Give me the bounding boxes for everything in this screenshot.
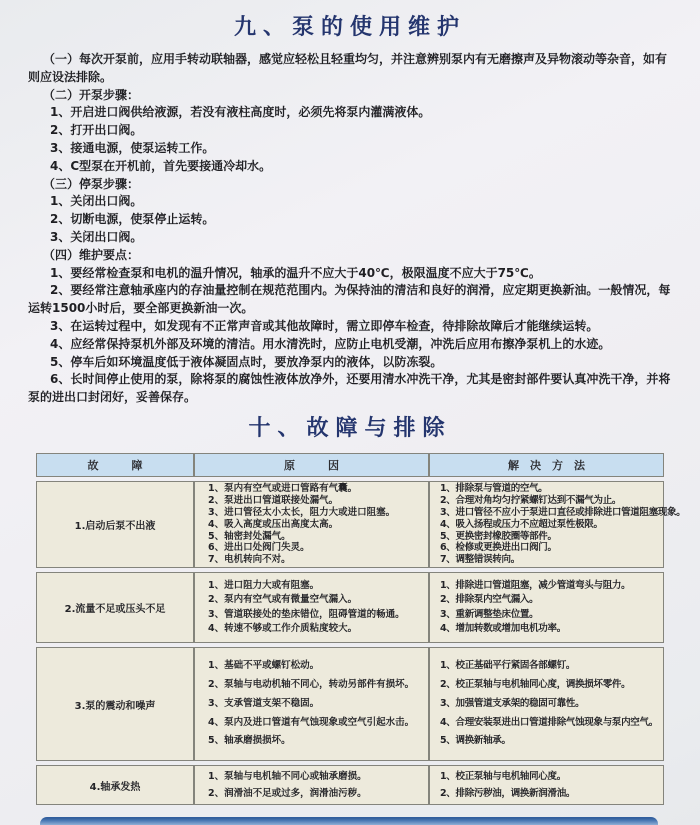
fault-cell: 1.启动后泵不出液	[36, 481, 194, 568]
list-item: 4、吸入高度或压出高度太高。	[208, 518, 339, 530]
list-item: 2、校正泵轴与电机轴同心度，调换损坏零件。	[440, 679, 631, 691]
list-item: 4、增加转数或增加电机功率。	[440, 623, 566, 635]
list-item: 1、排除泵与管道的空气。	[440, 482, 548, 494]
list-item: 5、轴承磨损损坏。	[208, 735, 291, 747]
list-item: 4、合理安装泵进出口管道排除气蚀现象与泵内空气。	[440, 716, 658, 728]
list-item: 2、泵轴与电动机轴不同心，转动另部件有损坏。	[208, 679, 415, 691]
list-item: 2、泵进出口管道联接处漏气。	[208, 494, 339, 506]
paragraph: 2、打开出口阀。	[50, 123, 143, 138]
list-item: 2、润滑油不足或过多，润滑油污秽。	[208, 788, 367, 800]
list-item: 1、进口阻力大或有阻塞。	[208, 579, 320, 591]
paragraph: 2、要经常注意轴承座内的存油量控制在规范范围内。为保持油的清洁和良好的润滑，应定期更换新油。一般情况，每运转1500小时后，要全部更换新油一次。	[28, 283, 671, 316]
paragraph: 5、停车后如环境温度低于液体凝固点时，要放净泵内的液体，以防冻裂。	[50, 354, 443, 369]
paragraph: 6、长时间停止使用的泵，除将泵的腐蚀性液体放净外，还要用清水冲洗干净，尤其是密封部件要认真冲洗干净，并将泵的进出口封闭好，妥善保存。	[28, 372, 671, 405]
list-item: 2、泵内有空气或有微量空气漏入。	[208, 594, 358, 606]
list-item: 4、泵内及进口管道有气蚀现象或空气引起水击。	[208, 716, 415, 728]
paragraph: 4、应经常保持泵机外部及环境的清洁。用水清洗时，应防止电机受潮，冲洗后应用布擦净泵机上的水迹。	[50, 336, 611, 351]
cause-cell	[194, 765, 429, 805]
list-item: 3、进口管径太小太长，阻力大或进口阻塞。	[208, 506, 396, 518]
col-header-solution: 解 决 方 法	[429, 453, 664, 477]
fault-cell: 3.泵的震动和噪声	[36, 647, 194, 761]
cause-cell	[194, 572, 429, 643]
list-item: 5、轴密封处漏气。	[208, 530, 291, 542]
list-item: 7、电机转向不对。	[208, 554, 291, 566]
solution-cell	[429, 481, 686, 568]
list-item: 6、检修或更换进出口阀门。	[440, 542, 557, 554]
list-item: 1、排除进口管道阻塞，减少管道弯头与阻力。	[440, 579, 631, 591]
list-item: 5、调换新轴承。	[440, 735, 511, 747]
list-item: 4、吸入扬程或压力不应超过泵性极限。	[440, 518, 603, 530]
list-item: 4、转速不够或工作介质粘度较大。	[208, 623, 358, 635]
footer-bar	[40, 817, 658, 825]
col-header-fault: 故 障	[36, 453, 194, 477]
list-item: 2、合理对角均匀拧紧螺钉达到不漏气为止。	[440, 494, 622, 506]
list-item: 7、调整错误转向。	[440, 554, 520, 566]
table-header-row	[36, 453, 664, 477]
list-item: 1、泵内有空气或进口管路有气囊。	[208, 482, 358, 494]
solution-cell	[429, 765, 664, 805]
table-row	[36, 481, 664, 568]
list-item: 3、加强管道支承架的稳固可靠性。	[440, 697, 585, 709]
list-item: 2、排除泵内空气漏入。	[440, 594, 539, 606]
fault-cell: 2.流量不足或压头不足	[36, 572, 194, 643]
list-item: 3、管道联接处的垫床错位，阻碍管道的畅通。	[208, 608, 405, 620]
list-item: 1、基础不平或螺钉松动。	[208, 660, 320, 672]
list-item: 6、进出口处阀门失灵。	[208, 542, 310, 554]
list-item: 3、进口管径不应小于泵进口直径或排除进口管道阻塞现象。	[440, 506, 686, 518]
list-item: 1、泵轴与电机轴不同心或轴承磨损。	[208, 770, 367, 782]
paragraph: 4、C型泵在开机前，首先要接通冷却水。	[50, 158, 272, 173]
list-item: 5、更换密封橡胶圈等部件。	[440, 530, 557, 542]
list-item: 1、校正泵轴与电机轴同心度。	[440, 770, 566, 782]
paragraph: 3、接通电源，使泵运转工作。	[50, 140, 215, 155]
list-item: 1、校正基础平行紧固各部螺钉。	[440, 660, 576, 672]
table-row	[36, 572, 664, 643]
paragraph: （四）维护要点：	[43, 247, 140, 262]
section9-body	[28, 51, 672, 407]
table-row	[36, 647, 664, 761]
solution-cell	[429, 647, 664, 761]
col-header-cause: 原 因	[194, 453, 429, 477]
cause-cell	[194, 647, 429, 761]
list-item: 2、排除污秽油，调换新润滑油。	[440, 788, 576, 800]
fault-cell: 4.轴承发热	[36, 765, 194, 805]
paragraph: （三）停泵步骤：	[43, 176, 140, 191]
paragraph: 3、关闭出口阀。	[50, 229, 143, 244]
paragraph: 2、切断电源，使泵停止运转。	[50, 212, 215, 227]
solution-cell	[429, 572, 664, 643]
cause-cell	[194, 481, 429, 568]
section10-title: 十、故障与排除	[248, 415, 452, 441]
fault-troubleshooting-table	[36, 449, 686, 809]
paragraph: 1、关闭出口阀。	[50, 194, 143, 209]
paragraph: （二）开泵步骤：	[43, 87, 140, 102]
paragraph: 1、开启进口阀供给液源，若没有液柱高度时，必须先将泵内灌满液体。	[50, 105, 431, 120]
paragraph: 3、在运转过程中，如发现有不正常声音或其他故障时，需立即停车检查，待排除故障后才能继续运转。	[50, 318, 599, 333]
paragraph: 1、要经常检查泵和电机的温升情况，轴承的温升不应大于40℃，极限温度不应大于75℃。	[50, 265, 541, 280]
table-row	[36, 765, 664, 805]
list-item: 3、支承管道支架不稳固。	[208, 697, 320, 709]
paragraph: （一）每次开泵前，应用手转动联轴器，感觉应轻松且轻重均匀，并注意辨别泵内有无磨擦声及异物滚动等杂音，如有则应设法排除。	[28, 52, 668, 84]
section9-title: 九、泵的使用维护	[233, 15, 466, 40]
list-item: 3、重新调整垫床位置。	[440, 608, 539, 620]
